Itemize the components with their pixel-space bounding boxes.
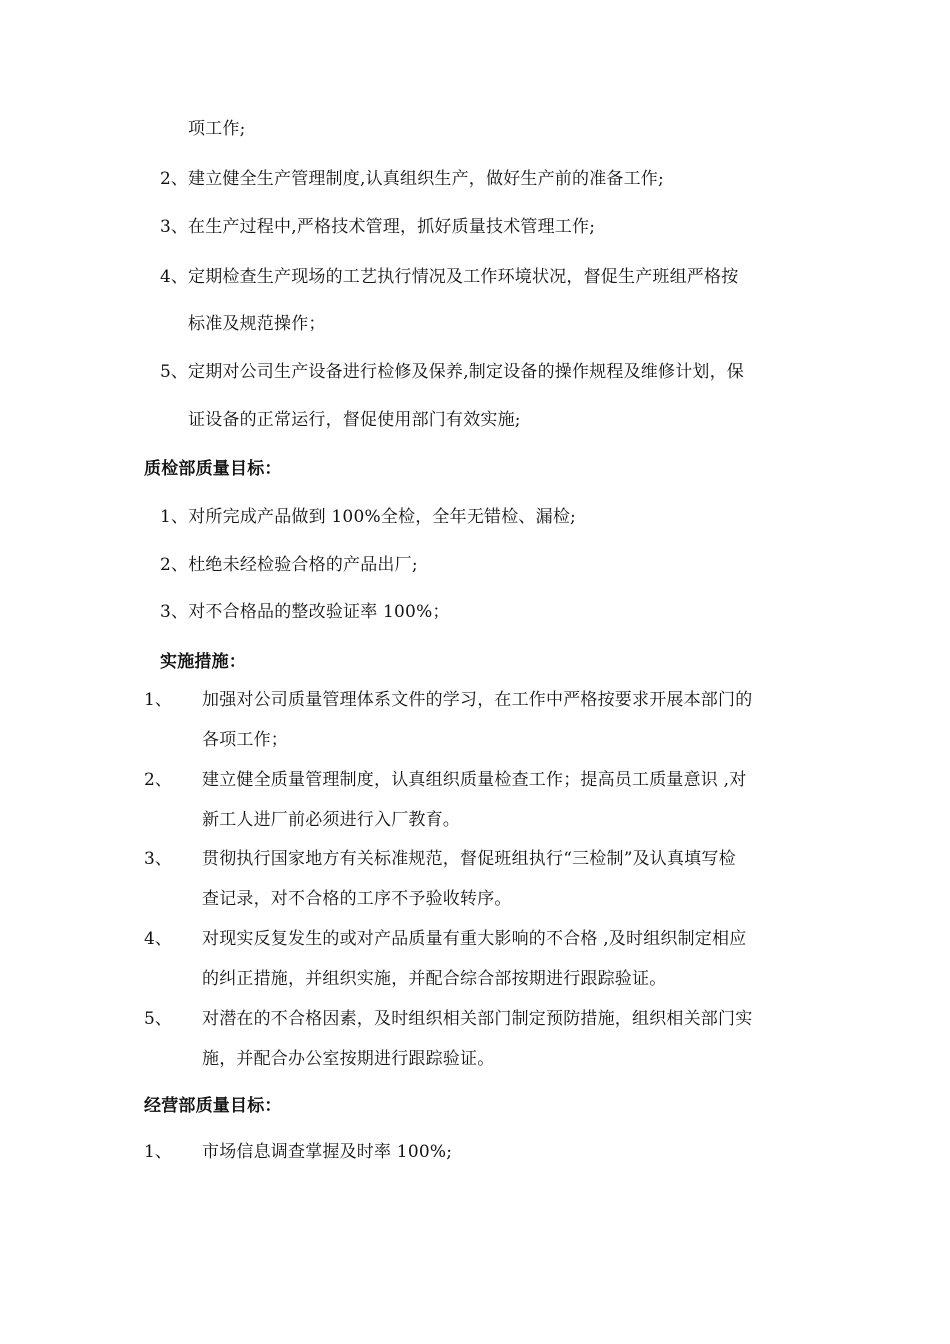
list-item-text-continued: 证设备的正常运行，督促使用部门有效实施; <box>188 410 521 430</box>
list-item-text-continued: 各项工作； <box>202 730 288 750</box>
list-number: 5、 <box>160 362 188 382</box>
list-item-text: 加强对公司质量管理体系文件的学习，在工作中严格按要求开展本部门的 <box>202 690 753 710</box>
list-item-text: 定期对公司生产设备进行检修及保养,制定设备的操作规程及维修计划，保 <box>188 362 745 382</box>
list-item-text: 建立健全质量管理制度，认真组织质量检查工作；提高员工质量意识 ,对 <box>202 770 747 790</box>
list-item-text: 建立健全生产管理制度,认真组织生产，做好生产前的准备工作; <box>188 169 664 189</box>
list-number: 2、 <box>144 770 172 790</box>
target-item: 2、杜绝未经检验合格的产品出厂; <box>160 555 418 575</box>
list-number: 3、 <box>144 849 172 869</box>
list-number: 1、 <box>144 690 172 710</box>
list-item-text: 定期检查生产现场的工艺执行情况及工作环境状况，督促生产班组严格按 <box>188 267 739 287</box>
list-item-text-continued: 的纠正措施，并组织实施，并配合综合部按期进行跟踪验证。 <box>202 969 667 989</box>
section-heading: 质检部质量目标： <box>144 459 282 479</box>
list-number: 4、 <box>144 929 172 949</box>
list-number: 4、 <box>160 267 188 287</box>
subsection-heading: 实施措施： <box>160 652 246 672</box>
list-number: 5、 <box>144 1009 172 1029</box>
section-heading: 经营部质量目标： <box>144 1096 282 1116</box>
list-number: 3、 <box>160 217 188 237</box>
list-item-text: 市场信息调查掌握及时率 100%; <box>202 1142 453 1162</box>
list-item-text: 对现实反复发生的或对产品质量有重大影响的不合格 ,及时组织制定相应 <box>202 929 747 949</box>
paragraph-continued: 项工作; <box>188 119 246 139</box>
target-item: 3、对不合格品的整改验证率 100%； <box>160 602 450 622</box>
list-item-text-continued: 标准及规范操作； <box>188 314 326 334</box>
list-number: 2、 <box>160 169 188 189</box>
target-item: 1、对所完成产品做到 100%全检，全年无错检、漏检; <box>160 507 576 527</box>
list-item-text-continued: 查记录，对不合格的工序不予验收转序。 <box>202 889 512 909</box>
list-number: 1、 <box>144 1142 172 1162</box>
list-item-text: 在生产过程中,严格技术管理，抓好质量技术管理工作; <box>188 217 596 237</box>
list-item-text-continued: 施，并配合办公室按期进行跟踪验证。 <box>202 1049 495 1069</box>
list-item-text: 对潜在的不合格因素，及时组织相关部门制定预防措施，组织相关部门实 <box>202 1009 753 1029</box>
list-item-text: 贯彻执行国家地方有关标准规范，督促班组执行“三检制”及认真填写检 <box>202 849 736 869</box>
list-item-text-continued: 新工人进厂前必须进行入厂教育。 <box>202 810 460 830</box>
